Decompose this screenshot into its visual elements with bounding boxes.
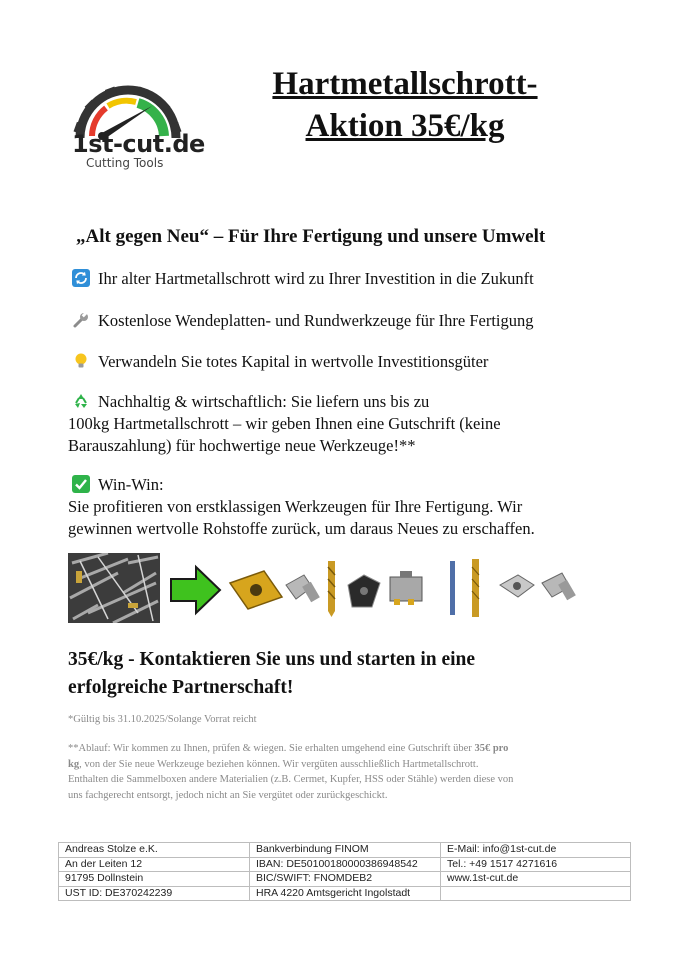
drills-icon [450, 559, 479, 617]
footer-cell: BIC/SWIFT: FNOMDEB2 [250, 872, 441, 887]
milling-cutter-icon [390, 571, 422, 605]
page-title-line1: Hartmetallschrott- [272, 66, 538, 102]
winwin-heading-text: Win-Win: [98, 475, 164, 494]
footer-cell: Andreas Stolze e.K. [59, 843, 250, 858]
process-note-l2a: kg [68, 758, 80, 770]
recycling-symbol-icon [72, 392, 90, 410]
cta-line1: 35€/kg - Kontaktieren Sie uns und starten in eine [68, 649, 476, 670]
footer-row [59, 872, 631, 887]
page-title-line2: Aktion 35€/kg [305, 108, 505, 144]
process-note-l1b: 35€ pro [474, 743, 509, 754]
bullet-capital [72, 350, 488, 373]
footer-row [59, 886, 631, 901]
footer-table [58, 842, 631, 901]
product-image-strip [68, 553, 628, 623]
winwin-heading [72, 473, 164, 496]
bullet-capital-text: Verwandeln Sie totes Kapital in wertvolle Investitionsgüter [98, 352, 489, 371]
validity-note: *Gültig bis 31.10.2025/Solange Vorrat reicht [68, 714, 257, 725]
logo-tagline: Cutting Tools [86, 156, 164, 170]
gold-insert-icon [230, 571, 282, 609]
footer-cell [441, 886, 631, 901]
footer-row [59, 857, 631, 872]
process-note-l3: Enthalten die Sammelboxen andere Materialien (z.B. Cermet, Kupfer, HSS oder Stähle) werden diese von [68, 774, 514, 785]
tool-holder-icon [542, 573, 576, 600]
sustainable-line1 [72, 390, 429, 413]
footer-email[interactable]: E-Mail: info@1st-cut.de [441, 843, 631, 858]
bullet-free-tools [72, 309, 534, 332]
wrench-icon [72, 311, 90, 329]
cta-line2: erfolgreiche Partnerschaft! [68, 677, 294, 698]
sustainable-text1: Nachhaltig & wirtschaftlich: Sie liefern uns bis zu [98, 392, 430, 411]
footer-cell: 91795 Dollnstein [59, 872, 250, 887]
subtitle: „Alt gegen Neu“ – Für Ihre Fertigung und unsere Umwelt [76, 226, 546, 247]
process-note-l1a: **Ablauf: Wir kommen zu Ihnen, prüfen & wiegen. Sie erhalten umgehend eine Gutschrift über [68, 743, 475, 754]
bullet-investment [72, 267, 534, 290]
lightbulb-icon [72, 352, 90, 370]
footer-cell: UST ID: DE370242239 [59, 886, 250, 901]
footer-row [59, 843, 631, 858]
footer-cell: HRA 4220 Amtsgericht Ingolstadt [250, 886, 441, 901]
call-to-action [68, 646, 588, 702]
bullet-investment-text: Ihr alter Hartmetallschrott wird zu Ihrer Investition in die Zukunft [98, 269, 534, 288]
sustainable-line3: Barauszahlung) für hochwertige neue Werkzeuge!** [68, 436, 416, 455]
winwin-line2: gewinnen wertvolle Rohstoffe zurück, um daraus Neues zu erschaffen. [68, 519, 535, 538]
tool-holder-icon [286, 575, 320, 602]
process-note-l2b: , von der Sie neue Werkzeuge beziehen können. Wir vergüten ausschließlich Hartmetallschrott. [79, 758, 479, 770]
bullet-free-tools-text: Kostenlose Wendeplatten- und Rundwerkzeuge für Ihre Fertigung [98, 311, 534, 330]
logo-wordmark: 1st-cut.de [72, 130, 205, 158]
footer-cell: An der Leiten 12 [59, 857, 250, 872]
dark-insert-icon [348, 575, 380, 607]
footer-cell: IBAN: DE50100180000386948542 [250, 857, 441, 872]
scrap-photo [68, 553, 160, 623]
winwin-line1: Sie profitieren von erstklassigen Werkzeugen für Ihre Fertigung. Wir [68, 497, 523, 516]
footer-cell: Bankverbindung FINOM [250, 843, 441, 858]
process-note-l4: uns fachgerecht entsorgt, jedoch nicht an Sie vergütet oder zurückgeschickt. [68, 789, 388, 801]
silver-insert-icon [500, 575, 534, 597]
process-note [68, 741, 628, 803]
footer-phone[interactable]: Tel.: +49 1517 4271616 [441, 857, 631, 872]
check-box-icon [72, 475, 90, 493]
recycle-arrows-icon [72, 269, 90, 287]
gold-drill-icon [328, 561, 335, 617]
green-arrow-icon [171, 567, 220, 613]
footer-website[interactable]: www.1st-cut.de [441, 872, 631, 887]
sustainable-line2: 100kg Hartmetallschrott – wir geben Ihnen eine Gutschrift (keine [68, 414, 501, 433]
